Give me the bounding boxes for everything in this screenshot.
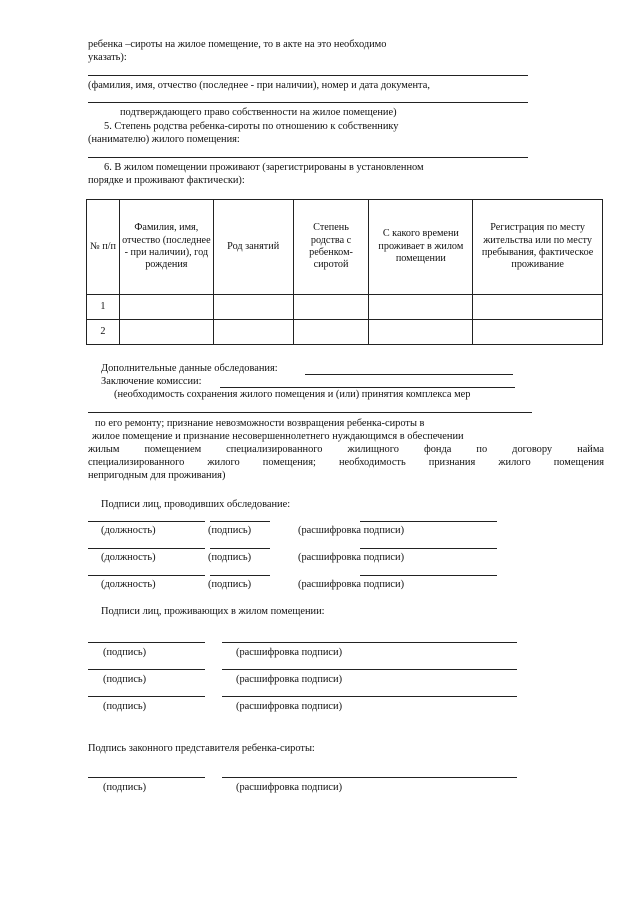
fill-line	[88, 157, 528, 158]
signature-line	[88, 696, 205, 697]
col-header-occupation: Род занятий	[213, 200, 293, 295]
position-caption: (должность)	[101, 525, 156, 536]
position-caption: (должность)	[101, 552, 156, 563]
caption-document: (фамилия, имя, отчество (последнее - при наличии), номер и дата документа,	[88, 80, 430, 91]
signature-line	[210, 548, 270, 549]
fill-line	[305, 374, 513, 375]
signature-caption: (подпись)	[103, 782, 147, 793]
col-header-full-name: Фамилия, имя, отчество (последнее - при наличии), год рождения	[119, 200, 213, 295]
table-cell	[369, 320, 473, 345]
decoding-caption: (расшифровка подписи)	[236, 647, 343, 658]
table-header-row	[87, 200, 603, 295]
decoding-caption: (расшифровка подписи)	[298, 579, 405, 590]
signature-line	[222, 642, 517, 643]
conclusion-note: (необходимость сохранения жилого помещения и (или) принятия комплекса мер	[114, 389, 471, 400]
signature-line	[360, 521, 497, 522]
conclusion-para-4: специализированного жилого помещения; необходимость признания жилого помещения	[88, 457, 604, 468]
representative-signature-title: Подпись законного представителя ребенка-сироты:	[88, 743, 315, 754]
signature-caption: (подпись)	[208, 552, 252, 563]
decoding-caption: (расшифровка подписи)	[236, 674, 343, 685]
position-caption: (должность)	[101, 579, 156, 590]
fill-line	[88, 412, 532, 413]
table-row	[87, 320, 603, 345]
decoding-caption: (расшифровка подписи)	[236, 782, 343, 793]
signature-line	[222, 777, 517, 778]
col-header-kinship: Степень родства с ребенком-сиротой	[293, 200, 369, 295]
decoding-caption: (расшифровка подписи)	[298, 525, 405, 536]
signature-line	[210, 521, 270, 522]
residents-table	[86, 199, 603, 345]
intro-line-2: указать):	[88, 52, 127, 63]
signature-line	[360, 575, 497, 576]
inspectors-signatures-title: Подписи лиц, проводивших обследование:	[101, 499, 291, 510]
conclusion-para-2: жилое помещение и признание несовершеннолетнего нуждающимся в обеспечении	[92, 431, 464, 442]
col-header-since-when: С какого времени проживает в жилом помещении	[369, 200, 473, 295]
item-5-line-2: (нанимателю) жилого помещения:	[88, 134, 240, 145]
conclusion-para-5: непригодным для проживания)	[88, 470, 226, 481]
table-cell	[119, 295, 213, 320]
signature-line	[88, 548, 205, 549]
table-cell	[213, 320, 293, 345]
signature-caption: (подпись)	[103, 701, 147, 712]
signature-line	[88, 521, 205, 522]
signature-line	[360, 548, 497, 549]
fill-line	[88, 75, 528, 76]
table-cell	[369, 295, 473, 320]
table-cell	[119, 320, 213, 345]
intro-line-1: ребенка –сироты на жилое помещение, то в акте на это необходимо	[88, 39, 387, 50]
signature-caption: (подпись)	[208, 579, 252, 590]
caption-ownership: подтверждающего право собственности на жилое помещение)	[120, 107, 397, 118]
conclusion-label: Заключение комиссии:	[101, 376, 202, 387]
table-cell	[473, 295, 603, 320]
signature-line	[210, 575, 270, 576]
col-header-registration: Регистрация по месту жительства или по месту пребывания, фактическое проживание	[473, 200, 603, 295]
fill-line	[88, 102, 528, 103]
signature-line	[222, 669, 517, 670]
item-6-line-2: порядке и проживают фактически):	[88, 175, 245, 186]
row-number: 2	[87, 320, 120, 345]
table-row	[87, 295, 603, 320]
additional-data-label: Дополнительные данные обследования:	[101, 363, 278, 374]
decoding-caption: (расшифровка подписи)	[236, 701, 343, 712]
decoding-caption: (расшифровка подписи)	[298, 552, 405, 563]
table-cell	[293, 320, 369, 345]
table-cell	[213, 295, 293, 320]
table-cell	[473, 320, 603, 345]
signature-line	[88, 669, 205, 670]
signature-line	[222, 696, 517, 697]
fill-line	[220, 387, 515, 388]
item-6-line-1: 6. В жилом помещении проживают (зарегистрированы в установленном	[104, 162, 424, 173]
signature-line	[88, 575, 205, 576]
col-header-number: № п/п	[87, 200, 120, 295]
signature-caption: (подпись)	[103, 647, 147, 658]
signature-line	[88, 642, 205, 643]
residents-signatures-title: Подписи лиц, проживающих в жилом помещении:	[101, 606, 325, 617]
signature-caption: (подпись)	[208, 525, 252, 536]
table-cell	[293, 295, 369, 320]
signature-caption: (подпись)	[103, 674, 147, 685]
row-number: 1	[87, 295, 120, 320]
conclusion-para-1: по его ремонту; признание невозможности возвращения ребенка-сироты в	[95, 418, 425, 429]
item-5-line-1: 5. Степень родства ребенка-сироты по отношению к собственнику	[104, 121, 399, 132]
signature-line	[88, 777, 205, 778]
conclusion-para-3: жилым помещением специализированного жилищного фонда по договору найма	[88, 444, 604, 455]
